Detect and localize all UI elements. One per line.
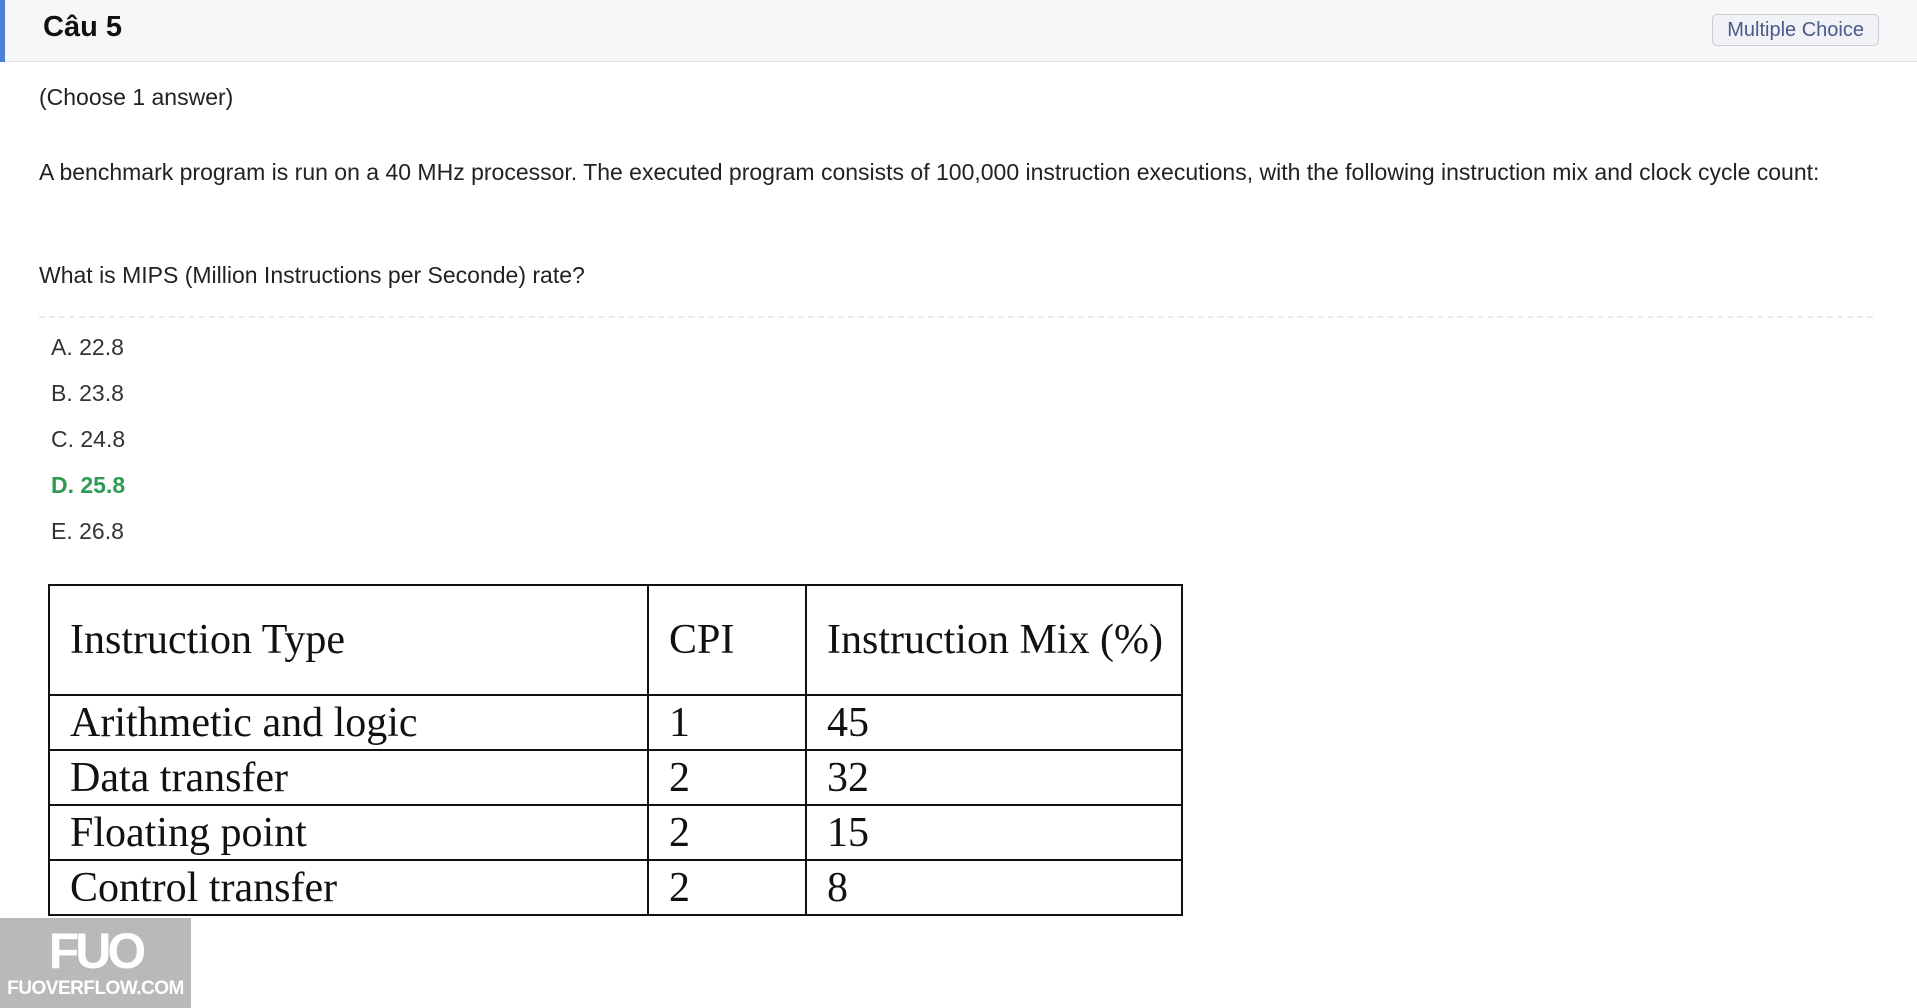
table-row	[49, 805, 1182, 860]
section-divider	[39, 316, 1873, 318]
option-b[interactable]: B. 23.8	[51, 380, 124, 406]
option-a[interactable]: A. 22.8	[51, 334, 124, 360]
cell-type: Data transfer	[49, 750, 648, 805]
question-header	[0, 0, 1917, 62]
cell-cpi: 2	[648, 750, 806, 805]
instruction-mix-table	[48, 584, 1183, 916]
question-stem: A benchmark program is run on a 40 MHz processor. The executed program consists of 100,000 instruction executions, with the following instruction mix and clock cycle count:	[39, 159, 1820, 185]
header-cpi: CPI	[648, 585, 806, 695]
cell-mix: 15	[806, 805, 1182, 860]
option-e[interactable]: E. 26.8	[51, 518, 124, 544]
question-prompt: What is MIPS (Million Instructions per Seconde) rate?	[39, 262, 585, 288]
watermark-logo: FUO	[48, 923, 143, 979]
site-watermark	[0, 918, 191, 1008]
header-accent-bar	[0, 0, 5, 62]
option-c[interactable]: C. 24.8	[51, 426, 126, 452]
watermark-text: FUOVERFLOW.COM	[7, 978, 184, 999]
question-title: Câu 5	[43, 11, 122, 43]
table-row	[49, 860, 1182, 915]
answer-instruction: (Choose 1 answer)	[39, 84, 234, 110]
cell-mix: 8	[806, 860, 1182, 915]
cell-type: Control transfer	[49, 860, 648, 915]
cell-type: Arithmetic and logic	[49, 695, 648, 750]
cell-cpi: 2	[648, 805, 806, 860]
question-type-badge: Multiple Choice	[1712, 14, 1879, 46]
cell-mix: 45	[806, 695, 1182, 750]
answer-options	[51, 330, 125, 560]
cell-type: Floating point	[49, 805, 648, 860]
header-instruction-type: Instruction Type	[49, 585, 648, 695]
table-header-row	[49, 585, 1182, 695]
cell-cpi: 2	[648, 860, 806, 915]
table-row	[49, 695, 1182, 750]
header-instruction-mix: Instruction Mix (%)	[806, 585, 1182, 695]
cell-mix: 32	[806, 750, 1182, 805]
table-row	[49, 750, 1182, 805]
cell-cpi: 1	[648, 695, 806, 750]
option-d-correct[interactable]: D. 25.8	[51, 472, 126, 498]
